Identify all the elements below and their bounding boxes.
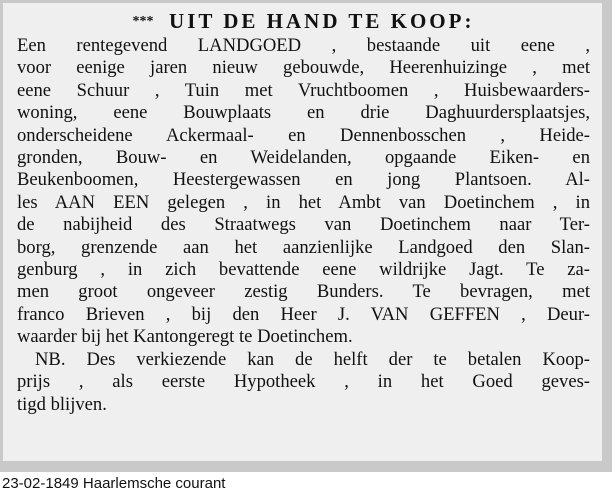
body-line: Een rentegevend LANDGOED , bestaande uit eene , — [17, 35, 590, 56]
advertisement-body — [17, 35, 590, 349]
nb-line: prijs , als eerste Hypotheek , in het Goed geves- — [17, 371, 590, 393]
headline — [17, 9, 590, 34]
nb-line: tigd blijven. — [17, 393, 107, 415]
body-line: eene Schuur , Tuin met Vruchtboomen , Huisbewaarders- — [17, 79, 590, 101]
body-line: borg, grenzende aan het aanzienlijke Landgoed den Slan- — [17, 236, 590, 258]
body-line: gronden, Bouw- en Weidelanden, opgaande Eiken- en — [17, 147, 590, 169]
asterism: *** — [132, 14, 158, 29]
body-line: onderscheidene Ackermaal- en Dennenbosschen , Heide- — [17, 124, 590, 146]
body-line: woning, eene Bouwplaats en drie Daghuurdersplaatsjes, — [17, 102, 590, 124]
body-line: men groot ongeveer zestig Bunders. Te bevragen, met — [17, 281, 590, 303]
headline-text: UIT DE HAND TE KOOP: — [169, 9, 475, 33]
body-line: de nabijheid des Straatwegs van Doetinchem naar Ter- — [17, 214, 590, 236]
body-line: franco Brieven , bij den Heer J. VAN GEFFEN , Deur- — [17, 303, 590, 325]
nb-line: NB. Des verkiezende kan de helft der te betalen Koop- — [35, 348, 590, 370]
newspaper-clipping — [3, 3, 602, 461]
body-line: genburg , in zich bevattende eene wildrijke Jagt. Te za- — [17, 259, 590, 281]
body-line: Beukenboomen, Heestergewassen en jong Plantsoen. Al- — [17, 169, 590, 191]
body-line: les AAN EEN gelegen , in het Ambt van Doetinchem , in — [17, 191, 590, 213]
nb-note — [17, 349, 590, 416]
body-line: voor eenige jaren nieuw gebouwde, Heerenhuizinge , met — [17, 57, 590, 79]
body-line: waarder bij het Kantongeregt te Doetinchem. — [17, 326, 353, 348]
source-caption: 23-02-1849 Haarlemsche courant — [2, 475, 226, 492]
